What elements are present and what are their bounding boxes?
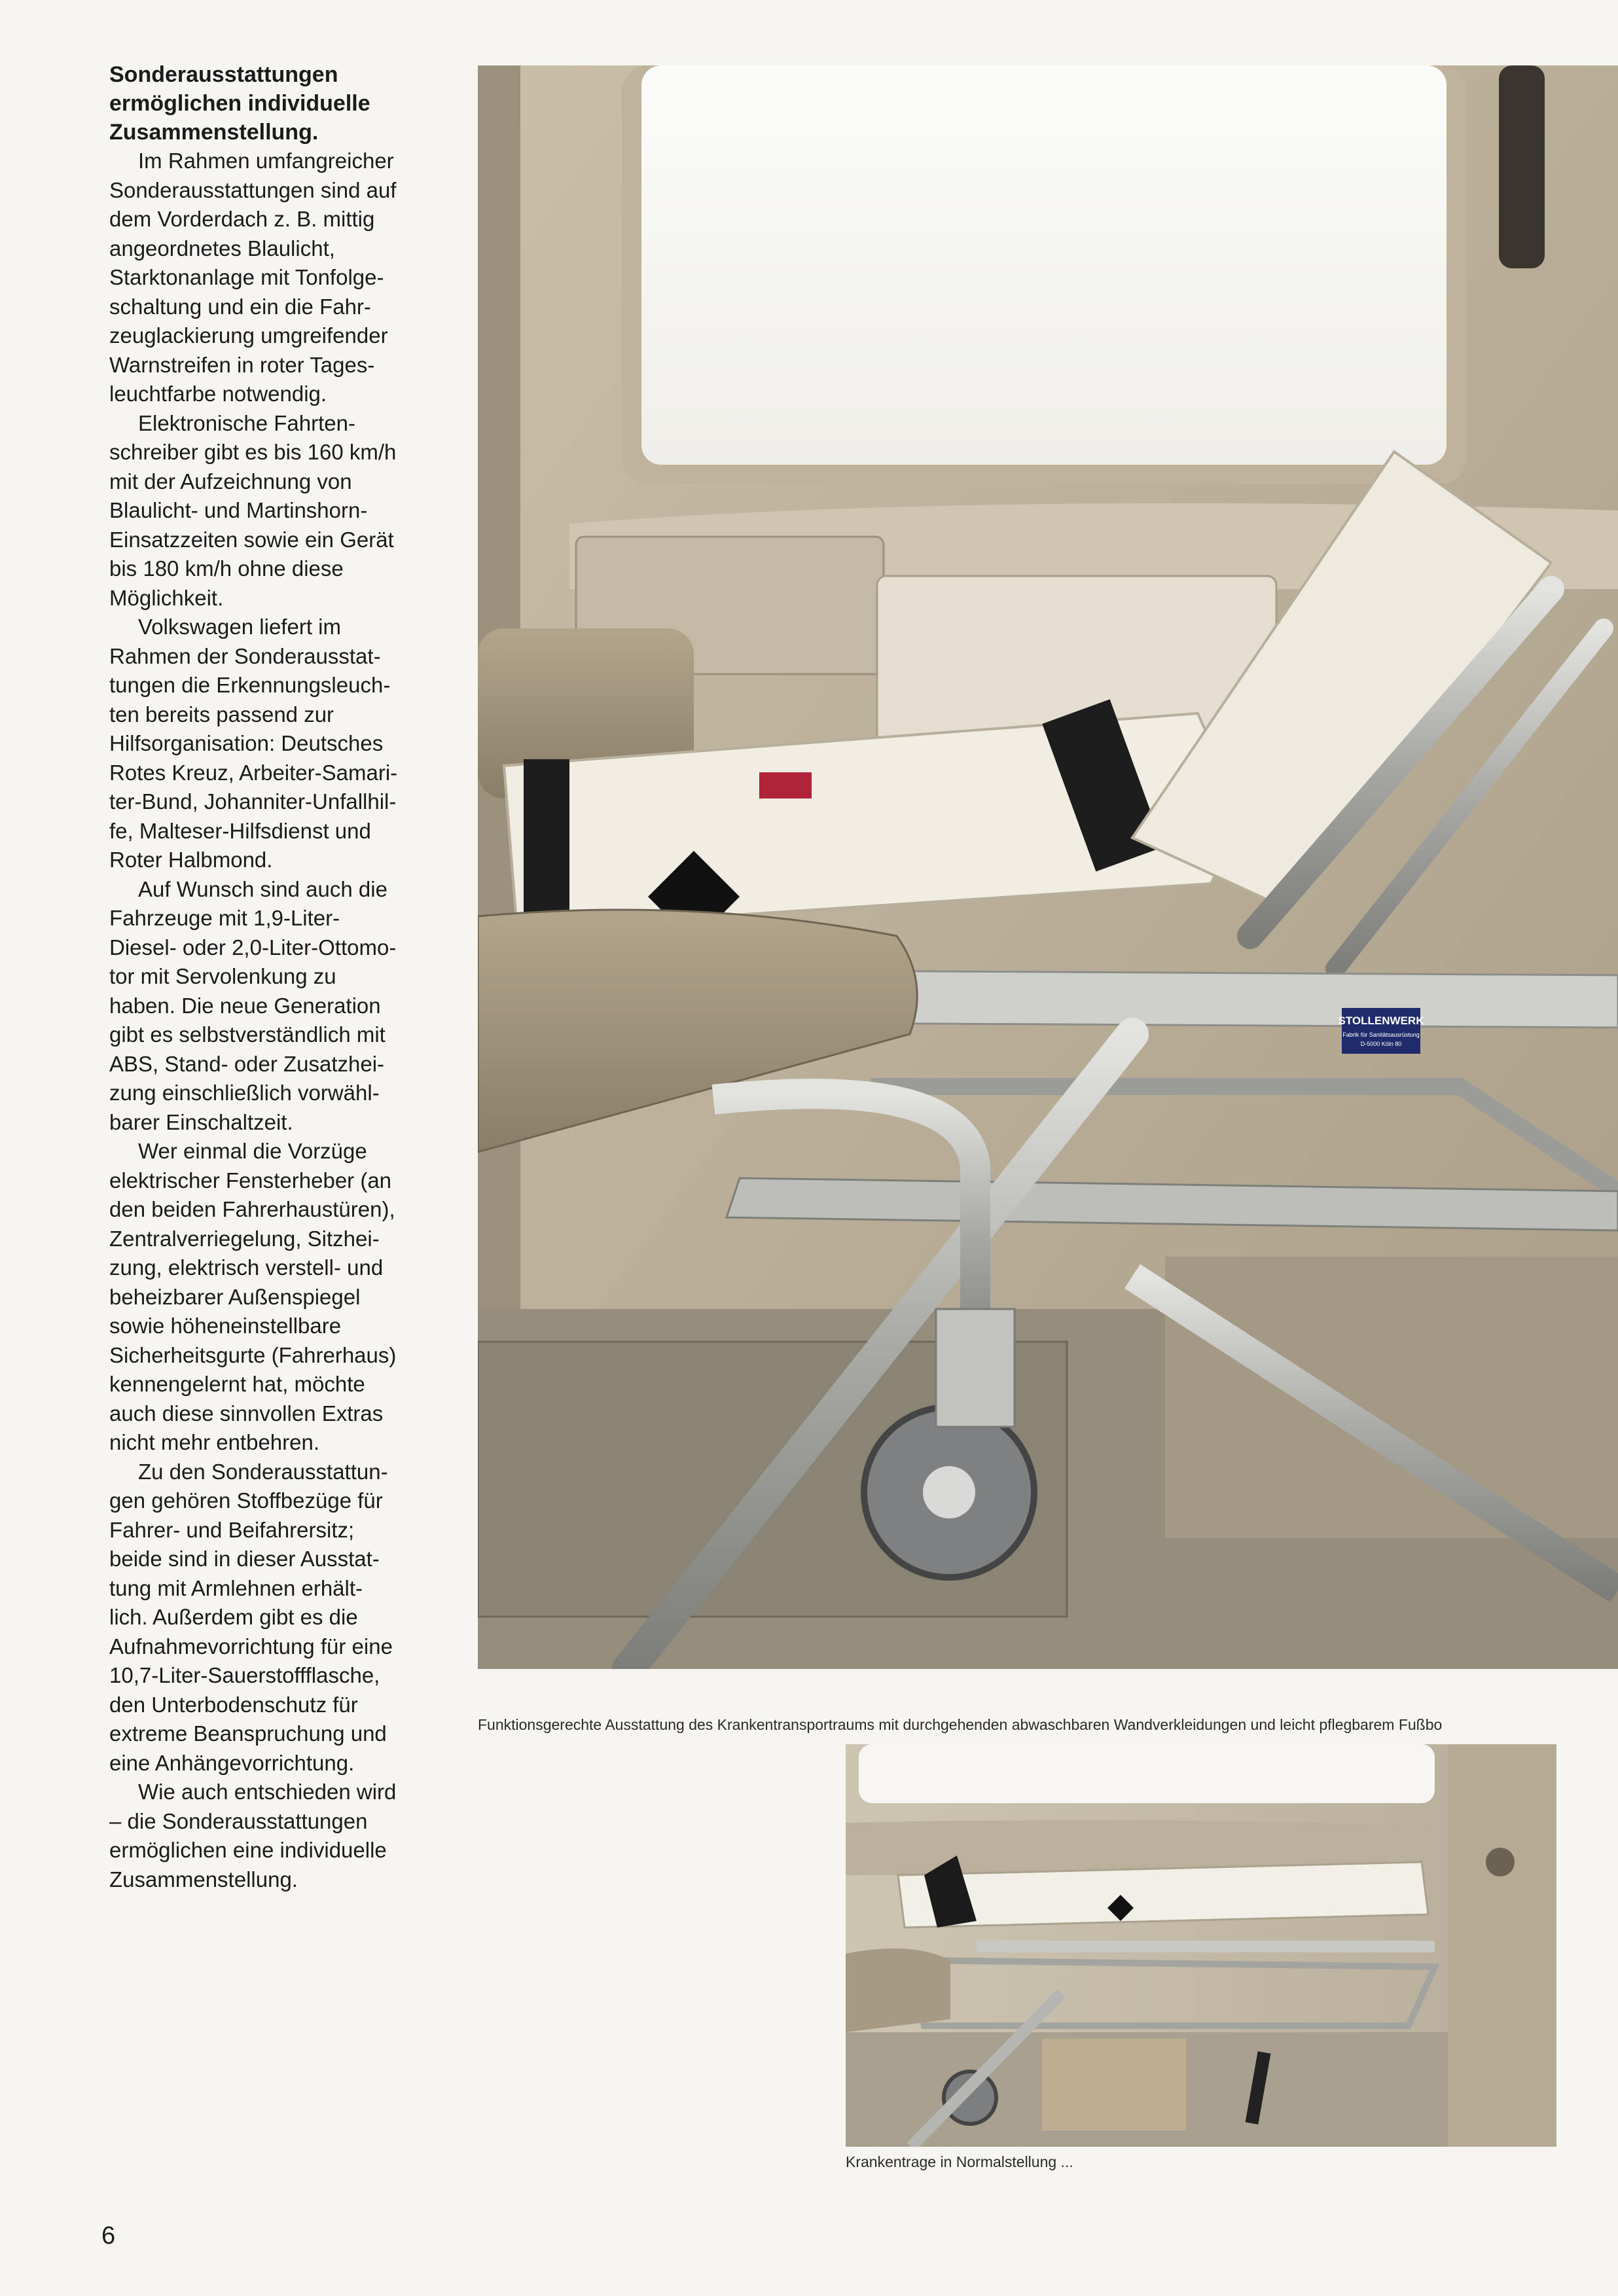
paragraph-line: Rotes Kreuz, Arbeiter-Samari-: [109, 760, 398, 785]
photo-caption: Funktionsgerechte Ausstattung des Krankentransportraums mit durchgehenden abwaschbaren Wandverkleidungen und leicht pflegbarem Fußbo: [478, 1716, 1443, 1733]
paragraph-line: Volkswagen liefert im: [138, 615, 341, 639]
paragraph-line: schreiber gibt es bis 160 km/h: [109, 440, 397, 464]
paragraph-line: beide sind in dieser Ausstat-: [109, 1547, 380, 1571]
photo-caption: Krankentrage in Normalstellung ...: [846, 2153, 1073, 2170]
paragraph-line: fe, Malteser-Hilfsdienst und: [109, 818, 371, 843]
paragraph-line: bis 180 km/h ohne diese: [109, 556, 344, 581]
article-heading: [109, 60, 450, 147]
paragraph-line: lich. Außerdem gibt es die: [109, 1605, 358, 1629]
paragraph-line: Rahmen der Sonderausstat-: [109, 643, 381, 668]
belt-buckle: [759, 772, 812, 798]
paragraph-line: eine Anhängevorrichtung.: [109, 1750, 355, 1775]
paragraph-line: Fahrer- und Beifahrersitz;: [109, 1517, 355, 1542]
paragraph-line: Einsatzzeiten sowie ein Gerät: [109, 527, 394, 552]
paragraph-line: Warnstreifen in roter Tages-: [109, 352, 375, 377]
paragraph-line: gen gehören Stoffbezüge für: [109, 1488, 383, 1513]
paragraph-line: Roter Halbmond.: [109, 848, 273, 872]
paragraph-line: tor mit Servolenkung zu: [109, 964, 336, 988]
paragraph-line: ermöglichen eine individuelle: [109, 1838, 387, 1862]
paragraph-line: ABS, Stand- oder Zusatzhei-: [109, 1051, 385, 1076]
paragraph-line: Sonderausstattungen sind auf: [109, 177, 397, 202]
label-brand: STOLLENWERK: [1338, 1014, 1424, 1027]
paragraph-line: Wie auch entschieden wird: [138, 1780, 397, 1804]
paragraph-line: dem Vorderdach z. B. mittig: [109, 207, 375, 231]
heading-line: Sonderausstattungen: [109, 62, 338, 87]
paragraph-line: Zusammenstellung.: [109, 1867, 298, 1892]
paragraph-line: zeuglackierung umgreifender: [109, 323, 388, 348]
heading-line: ermöglichen individuelle: [109, 91, 370, 116]
article-body: [109, 147, 450, 1894]
window: [641, 65, 1447, 465]
paragraph-line: den beiden Fahrerhaustüren),: [109, 1197, 395, 1221]
paragraph-line: schaltung und ein die Fahr-: [109, 294, 371, 319]
heading-line: Zusammenstellung.: [109, 120, 319, 145]
paragraph-line: Fahrzeuge mit 1,9-Liter-: [109, 906, 340, 930]
paragraph-line: beheizbarer Außenspiegel: [109, 1284, 361, 1309]
paragraph-line: ter-Bund, Johanniter-Unfallhil-: [109, 789, 397, 814]
paragraph-line: tung mit Armlehnen erhält-: [109, 1575, 363, 1600]
paragraph-line: Möglichkeit.: [109, 585, 224, 610]
paragraph-line: ten bereits passend zur: [109, 702, 334, 726]
paragraph-line: Blaulicht- und Martinshorn-: [109, 498, 368, 522]
paragraph-line: Im Rahmen umfangreicher: [138, 149, 394, 173]
paragraph-line: Wer einmal die Vorzüge: [138, 1139, 367, 1163]
ambulance-interior-illustration: [478, 65, 1618, 1669]
paragraph-line: nicht mehr entbehren.: [109, 1430, 320, 1454]
article-text-column: [109, 60, 450, 1894]
paragraph-line: Elektronische Fahrten-: [138, 410, 355, 435]
window: [859, 1744, 1435, 1803]
label-line: D-5000 Köln 80: [1360, 1041, 1402, 1047]
paragraph-line: kennengelernt hat, möchte: [109, 1372, 365, 1396]
paragraph-line: Diesel- oder 2,0-Liter-Ottomo-: [109, 935, 397, 960]
paragraph-line: zung einschließlich vorwähl-: [109, 1081, 380, 1105]
paragraph-line: haben. Die neue Generation: [109, 993, 381, 1018]
paragraph-line: – die Sonderausstattungen: [109, 1808, 368, 1833]
paragraph-line: Auf Wunsch sind auch die: [138, 876, 387, 901]
paragraph-line: Sicherheitsgurte (Fahrerhaus): [109, 1342, 397, 1367]
paragraph-line: Aufnahmevorrichtung für eine: [109, 1634, 393, 1659]
ambulance-interior-photo: [478, 65, 1618, 1669]
paragraph-line: Zu den Sonderausstattun-: [138, 1459, 388, 1484]
paragraph-line: sowie höheneinstellbare: [109, 1314, 342, 1338]
wall-fixture: [1486, 1848, 1515, 1876]
paragraph-line: angeordnetes Blaulicht,: [109, 236, 335, 260]
paragraph-line: Zentralverriegelung, Sitzhei-: [109, 1226, 380, 1251]
stretcher-normal-position-photo: [846, 1744, 1556, 2147]
paragraph-line: zung, elektrisch verstell- und: [109, 1255, 384, 1280]
paragraph-line: mit der Aufzeichnung von: [109, 469, 352, 493]
grab-strap: [1499, 65, 1545, 268]
paragraph-line: extreme Beanspruchung und: [109, 1721, 387, 1746]
paragraph-line: barer Einschaltzeit.: [109, 1109, 293, 1134]
paragraph-line: den Unterbodenschutz für: [109, 1692, 358, 1717]
page-number: 6: [101, 2222, 116, 2250]
paragraph-line: 10,7-Liter-Sauerstoffflasche,: [109, 1663, 380, 1687]
paragraph-line: tungen die Erkennungsleuch-: [109, 673, 391, 697]
paragraph-line: Starktonanlage mit Tonfolge-: [109, 265, 384, 289]
paragraph-line: auch diese sinnvollen Extras: [109, 1401, 384, 1426]
paragraph-line: gibt es selbstverständlich mit: [109, 1022, 386, 1047]
stretcher-illustration: [846, 1744, 1556, 2147]
paragraph-line: elektrischer Fensterheber (an: [109, 1168, 392, 1193]
paragraph-line: Hilfsorganisation: Deutsches: [109, 731, 384, 755]
label-line: Fabrik für Sanitätsausrüstung: [1342, 1031, 1420, 1038]
paragraph-line: leuchtfarbe notwendig.: [109, 382, 327, 406]
